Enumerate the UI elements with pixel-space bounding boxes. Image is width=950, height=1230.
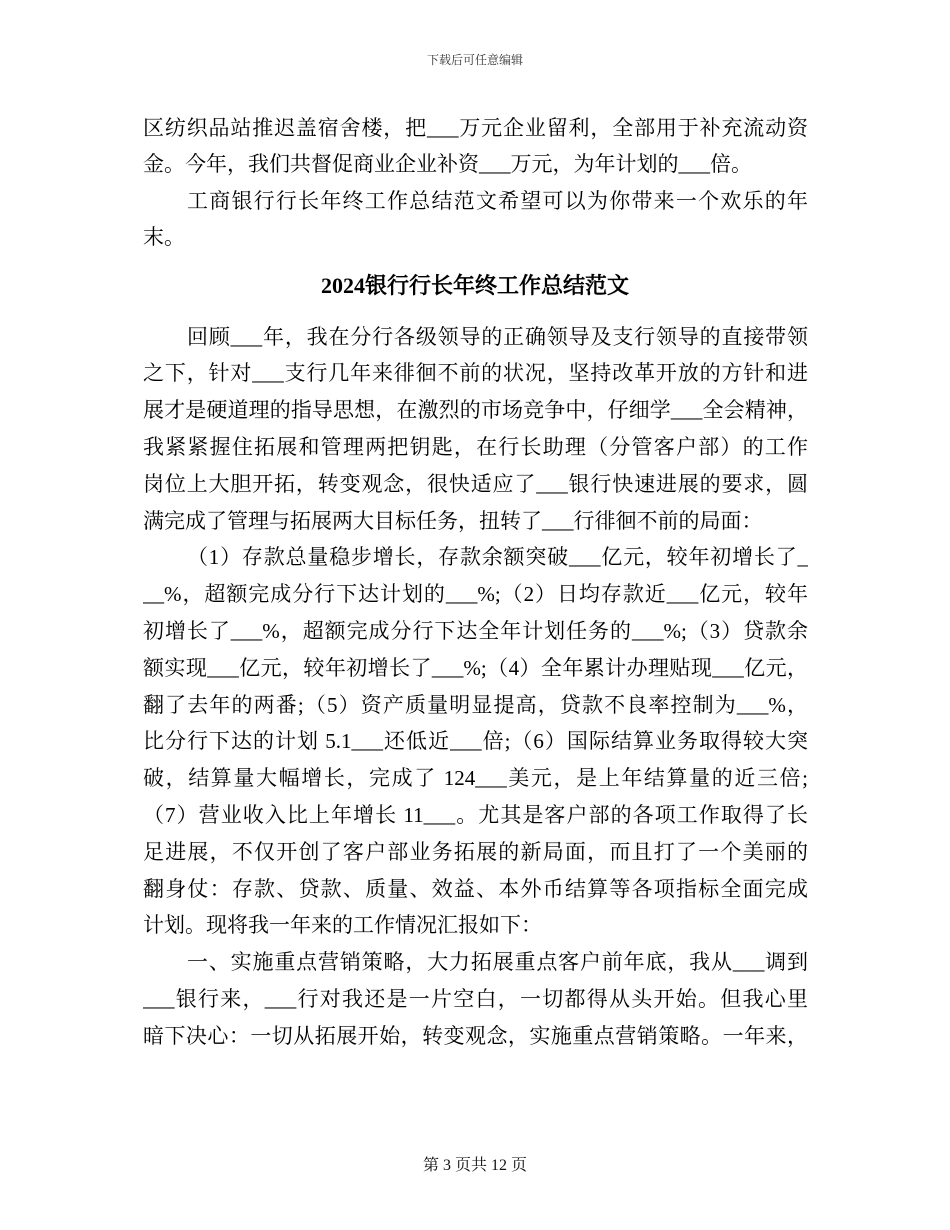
- article-title: 2024银行行长年终工作总结范文: [320, 273, 629, 298]
- text-line: __%，超额完成分行下达计划的___%;（2）日均存款近___亿元，较年: [143, 582, 808, 607]
- text-line: 工商银行行长年终工作总结范文希望可以为你带来一个欢乐的年: [187, 188, 808, 213]
- paragraph: [143, 110, 808, 183]
- text-line: 岗位上大胆开拓，转变观念，很快适应了___银行快速进展的要求，圆: [143, 471, 808, 496]
- text-line: 比分行下达的计划 5.1___还低近___倍;（6）国际结算业务取得较大突: [143, 729, 808, 754]
- text-line: 足进展，不仅开创了客户部业务拓展的新局面，而且打了一个美丽的: [143, 839, 808, 864]
- text-line: 展才是硬道理的指导思想，在激烈的市场竞争中，仔细学___全会精神，: [143, 398, 808, 423]
- text-line: （7）营业收入比上年增长 11___。尤其是客户部的各项工作取得了长: [143, 802, 808, 827]
- text-line: 金。今年，我们共督促商业企业补资___万元，为年计划的___倍。: [143, 152, 752, 177]
- text-line: 我紧紧握住拓展和管理两把钥匙，在行长助理（分管客户部）的工作: [143, 434, 808, 459]
- text-line: （1）存款总量稳步增长，存款余额突破___亿元，较年初增长了_: [187, 545, 808, 570]
- paragraph: [143, 539, 808, 944]
- text-line: ___银行来，___行对我还是一片空白，一切都得从头开始。但我心里: [143, 986, 808, 1011]
- text-line: 满完成了管理与拓展两大目标任务，扭转了___行徘徊不前的局面：: [143, 508, 763, 533]
- text-line: 计划。现将我一年来的工作情况汇报如下：: [143, 913, 542, 938]
- text-line: 暗下决心：一切从拓展开始，转变观念，实施重点营销策略。一年来，: [143, 1023, 808, 1048]
- text-line: 初增长了___%，超额完成分行下达全年计划任务的___%;（3）贷款余: [143, 618, 808, 643]
- text-line: 之下，针对___支行几年来徘徊不前的状况，坚持改革开放的方针和进: [143, 361, 808, 386]
- paragraph: [143, 944, 808, 1054]
- text-line: 翻身仗：存款、贷款、质量、效益、本外币结算等各项指标全面完成: [143, 876, 808, 901]
- text-line: 破，结算量大幅增长，完成了 124___美元，是上年结算量的近三倍;: [143, 766, 808, 791]
- page-header-note: 下载后可任意编辑: [426, 53, 523, 67]
- text-line: 额实现___亿元，较年初增长了___%;（4）全年累计办理贴现___亿元，: [143, 655, 808, 680]
- text-line: 回顾___年，我在分行各级领导的正确领导及支行领导的直接带领: [187, 324, 808, 349]
- text-line: 末。: [143, 225, 185, 250]
- paragraph: [143, 183, 808, 256]
- text-line: 翻了去年的两番;（5）资产质量明显提高，贷款不良率控制为___%，: [143, 692, 808, 717]
- text-line: 一、实施重点营销策略，大力拓展重点客户前年底，我从___调到: [187, 950, 808, 975]
- page-number: 第 3 页共 12 页: [422, 1157, 527, 1174]
- text-line: 区纺织品站推迟盖宿舍楼，把___万元企业留利，全部用于补充流动资: [143, 116, 808, 140]
- article-body: [143, 319, 808, 1055]
- previous-section: [143, 110, 808, 256]
- paragraph: [143, 319, 808, 540]
